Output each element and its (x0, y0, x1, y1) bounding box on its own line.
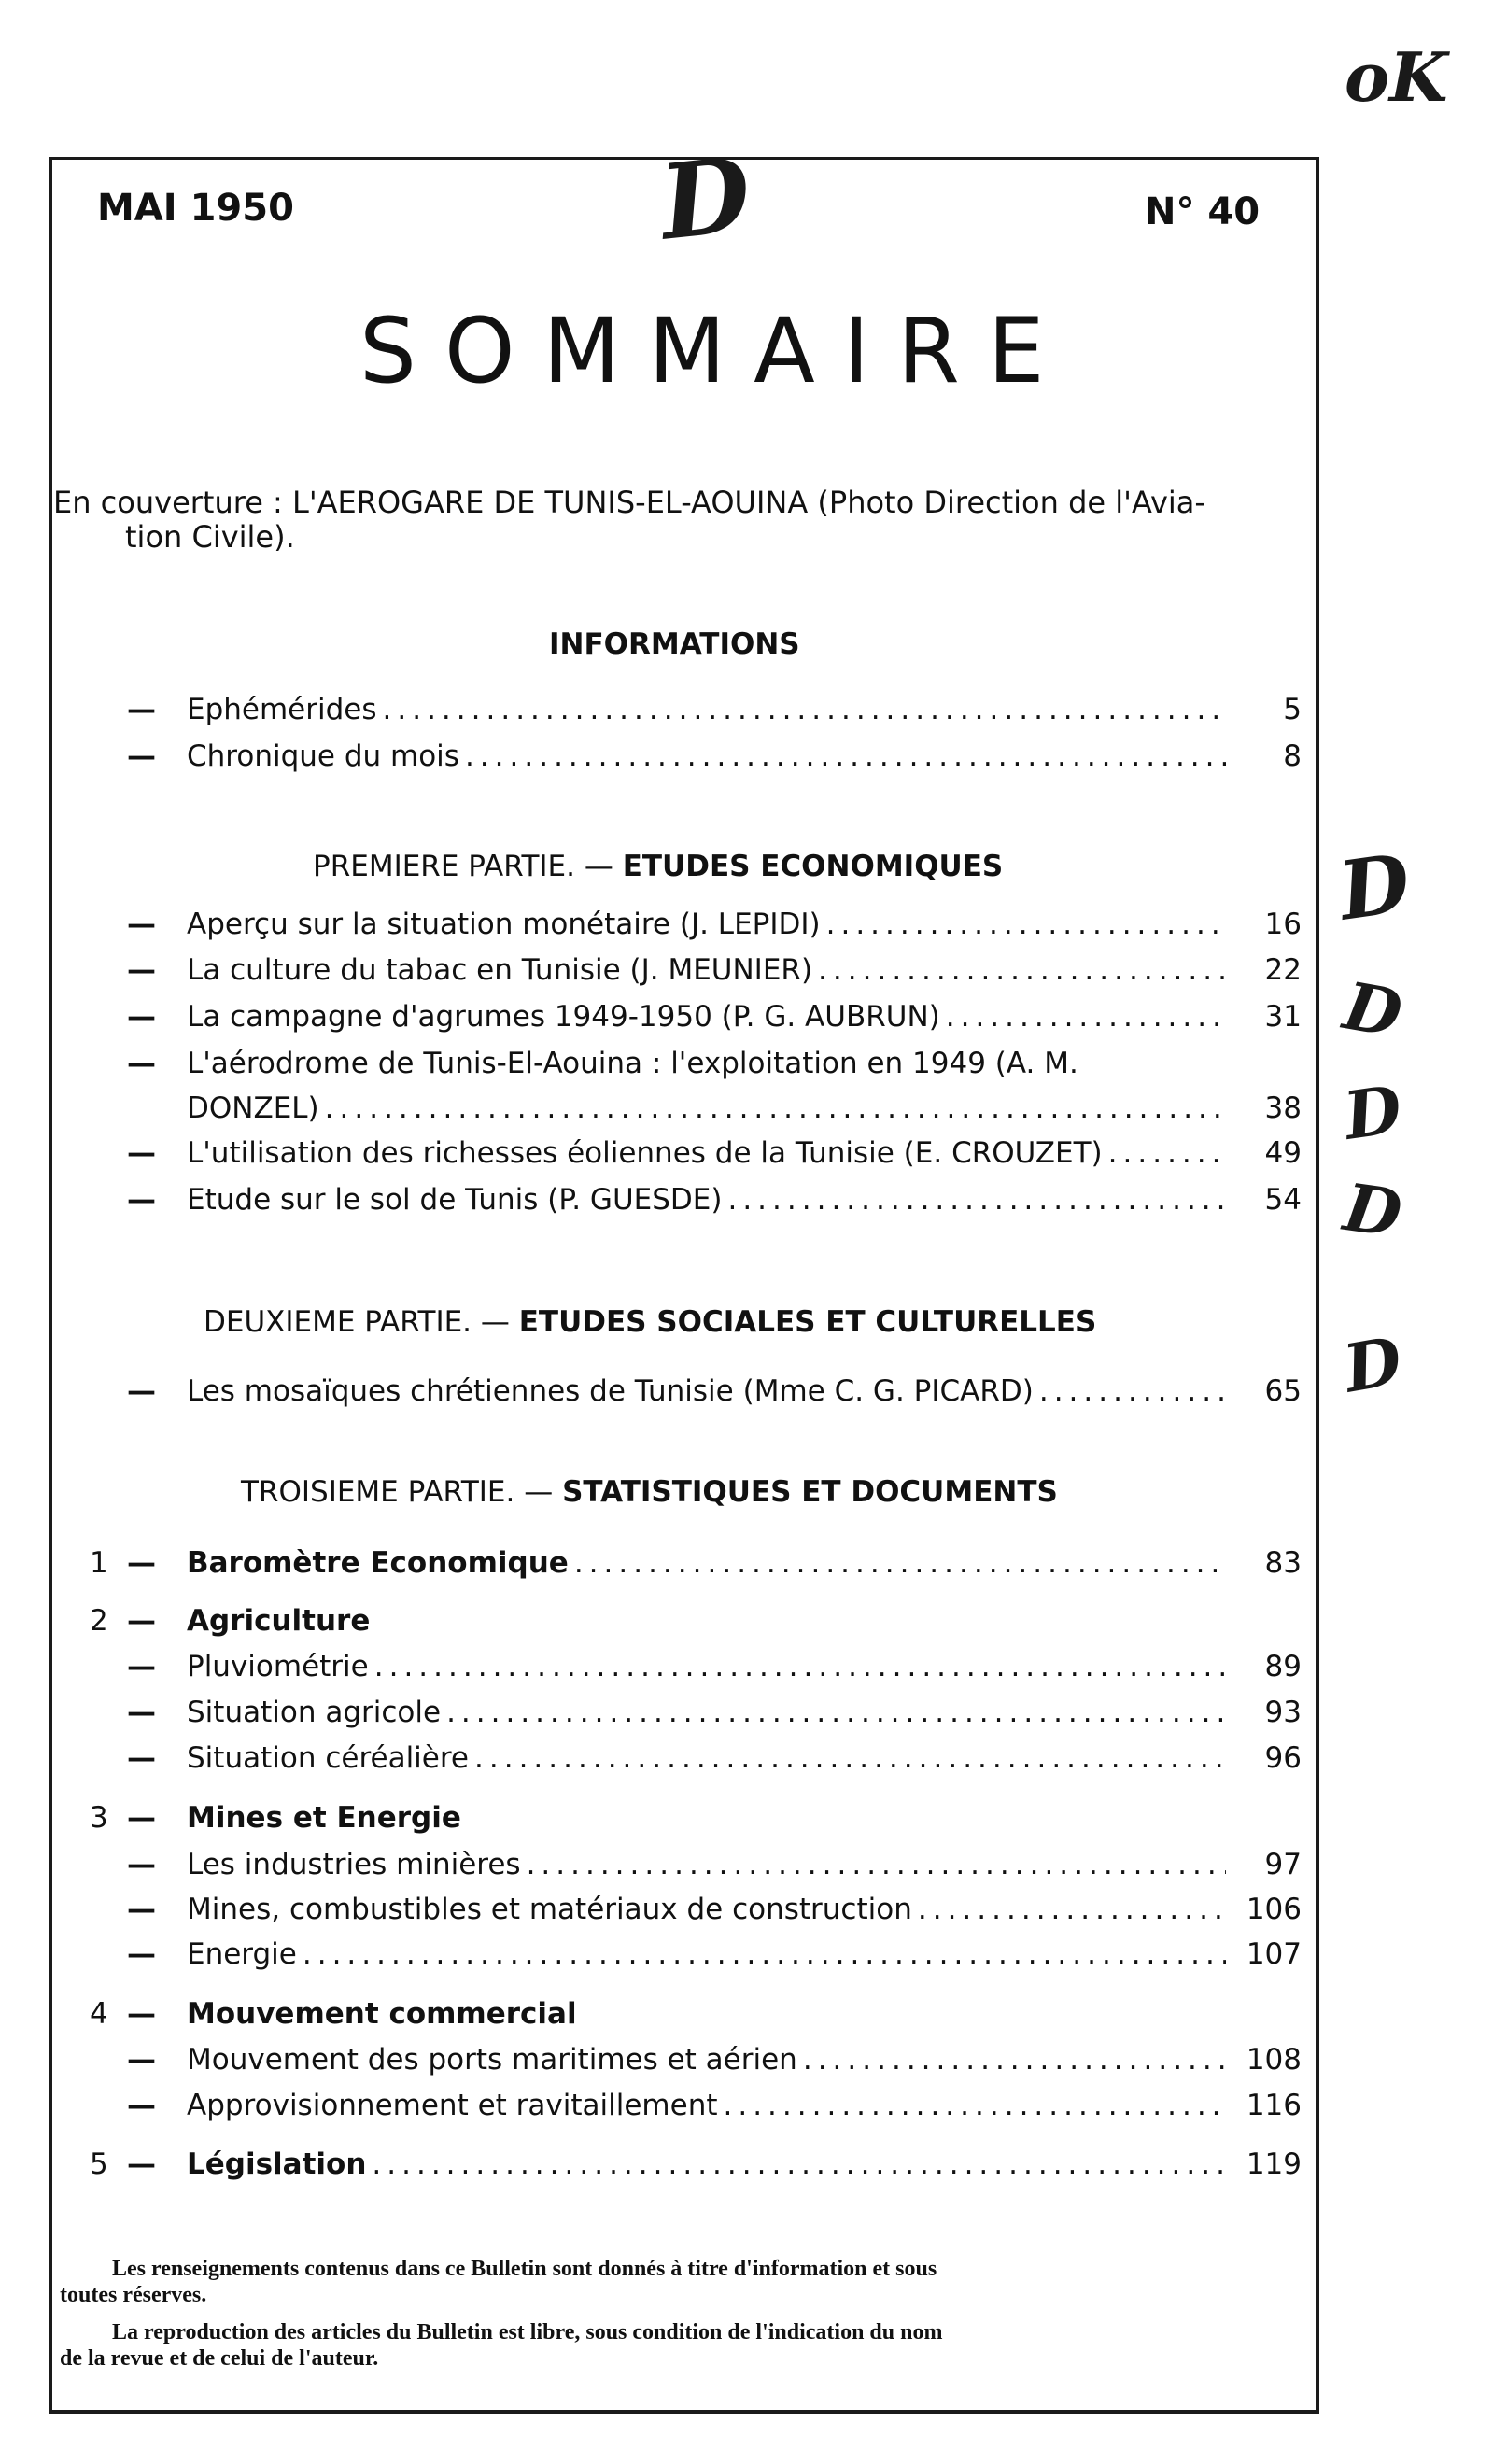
toc-entry-line2[interactable] (0, 1091, 1493, 1131)
cover-caption-line1: En couverture : L'AEROGARE DE TUNIS-EL-AOUINA (Photo Direction de l'Avia- (53, 485, 1205, 520)
entry-dash: — (127, 1546, 156, 1580)
note-line: La reproduction des articles du Bulletin est libre, sous condition de l'indication du nom (112, 2320, 943, 2344)
entry-page: 16 (1264, 908, 1302, 941)
toc-entry[interactable] (0, 953, 1493, 993)
cover-caption-line2: tion Civile). (125, 519, 295, 555)
entry-page: 108 (1246, 2043, 1302, 2077)
part1-heading: ETUDES ECONOMIQUES (622, 850, 1004, 883)
toc-entry[interactable] (0, 1696, 1493, 1735)
entry-title: Ephémérides (187, 693, 377, 726)
entry-dash: — (127, 739, 156, 773)
entry-page: 49 (1264, 1136, 1302, 1170)
entry-dash: — (127, 1047, 156, 1080)
group-title: Législation (187, 2147, 367, 2181)
group-title: Mouvement commercial (187, 1997, 577, 2031)
section-heading-part2 (204, 1305, 1096, 1339)
entry-dash: — (127, 1374, 156, 1408)
section-heading-part1 (313, 850, 1003, 883)
part3-heading: STATISTIQUES ET DOCUMENTS (562, 1475, 1058, 1509)
group-number: 5 (90, 2147, 108, 2181)
entry-page: 83 (1264, 1546, 1302, 1580)
entry-title: Approvisionnement et ravitaillement (187, 2089, 718, 2122)
toc-entry[interactable] (0, 1136, 1493, 1176)
entry-dash: — (127, 693, 156, 726)
part1-prefix: PREMIERE PARTIE. — (313, 850, 613, 883)
entry-title: Etude sur le sol de Tunis (P. GUESDE) (187, 1183, 723, 1217)
toc-entry[interactable] (0, 908, 1493, 947)
side-mark-5: D (1338, 1321, 1408, 1408)
toc-entry[interactable] (0, 1893, 1493, 1932)
ok-handwritten-mark: oK (1345, 37, 1448, 117)
entry-title: La culture du tabac en Tunisie (J. MEUNIER) (187, 953, 813, 987)
side-mark-2: D (1338, 966, 1408, 1053)
entry-page: 116 (1246, 2089, 1302, 2122)
toc-entry[interactable] (0, 1937, 1493, 1977)
entry-dash: — (127, 1136, 156, 1170)
entry-dash: — (127, 1604, 156, 1638)
side-mark-3: D (1339, 1070, 1407, 1155)
entry-page: 65 (1264, 1374, 1302, 1408)
toc-entry[interactable] (0, 2043, 1493, 2082)
entry-dash: — (127, 1741, 156, 1775)
toc-group[interactable] (0, 2147, 1493, 2187)
group-number: 1 (90, 1546, 108, 1580)
entry-page: 22 (1264, 953, 1302, 987)
entry-page: 106 (1246, 1893, 1302, 1926)
entry-dash: — (127, 953, 156, 987)
group-title: Mines et Energie (187, 1801, 461, 1835)
entry-dash: — (127, 1801, 156, 1835)
entry-dash: — (127, 2043, 156, 2077)
group-number: 2 (90, 1604, 108, 1638)
note-line: Les renseignements contenus dans ce Bulletin sont donnés à titre d'information et sous (112, 2257, 937, 2281)
part2-prefix: DEUXIEME PARTIE. — (204, 1305, 510, 1339)
group-number: 3 (90, 1801, 108, 1835)
entry-title: Les industries minières (187, 1848, 521, 1881)
section-heading-part3 (241, 1475, 1058, 1509)
issue-date: MAI 1950 (97, 187, 294, 230)
entry-page: 54 (1264, 1183, 1302, 1217)
part2-heading: ETUDES SOCIALES ET CULTURELLES (518, 1305, 1097, 1339)
entry-title: Pluviométrie (187, 1650, 369, 1683)
toc-entry[interactable] (0, 1000, 1493, 1039)
entry-title-cont: DONZEL) (187, 1091, 319, 1125)
entry-title: L'aérodrome de Tunis-El-Aouina : l'exploitation en 1949 (A. M. (187, 1047, 1078, 1080)
entry-title: Mouvement des ports maritimes et aérien (187, 2043, 797, 2077)
entry-title: Chronique du mois (187, 739, 459, 773)
entry-page: 5 (1283, 693, 1302, 726)
entry-page: 38 (1264, 1091, 1302, 1125)
toc-entry[interactable] (0, 693, 1493, 732)
note-line: de la revue et de celui de l'auteur. (60, 2346, 379, 2371)
toc-entry[interactable] (0, 1374, 1493, 1414)
entry-title: L'utilisation des richesses éoliennes de la Tunisie (E. CROUZET) (187, 1136, 1103, 1170)
toc-entry[interactable] (0, 1848, 1493, 1887)
toc-entry[interactable] (0, 1183, 1493, 1222)
toc-group[interactable] (0, 1997, 1493, 2036)
entry-dash: — (127, 2147, 156, 2181)
toc-group[interactable] (0, 1801, 1493, 1840)
entry-dash: — (127, 1893, 156, 1926)
entry-dash: — (127, 1000, 156, 1034)
entry-title: Aperçu sur la situation monétaire (J. LEPIDI) (187, 908, 821, 941)
part3-prefix: TROISIEME PARTIE. — (241, 1475, 554, 1509)
toc-group[interactable] (0, 1546, 1493, 1585)
entry-page: 8 (1283, 739, 1302, 773)
entry-dash: — (127, 1183, 156, 1217)
toc-entry[interactable] (0, 1650, 1493, 1689)
entry-title: Les mosaïques chrétiennes de Tunisie (Mme C. G. PICARD) (187, 1374, 1034, 1408)
entry-title: La campagne d'agrumes 1949-1950 (P. G. AUBRUN) (187, 1000, 940, 1034)
toc-group[interactable] (0, 1604, 1493, 1643)
entry-dash: — (127, 1650, 156, 1683)
page-title: SOMMAIRE (359, 299, 1073, 403)
entry-page: 97 (1264, 1848, 1302, 1881)
entry-title: Situation agricole (187, 1696, 442, 1729)
entry-dash: — (127, 908, 156, 941)
side-mark-1: D (1333, 836, 1416, 939)
entry-dash: — (127, 1937, 156, 1971)
entry-page: 31 (1264, 1000, 1302, 1034)
entry-title: Mines, combustibles et matériaux de construction (187, 1893, 912, 1926)
note-line: toutes réserves. (60, 2283, 207, 2307)
toc-entry[interactable] (0, 739, 1493, 779)
group-title: Agriculture (187, 1604, 371, 1638)
entry-page: 93 (1264, 1696, 1302, 1729)
entry-dash: — (127, 1997, 156, 2031)
d-handwritten-mark: D (655, 134, 756, 263)
entry-title: Situation céréalière (187, 1741, 470, 1775)
entry-page: 96 (1264, 1741, 1302, 1775)
group-title: Baromètre Economique (187, 1546, 569, 1580)
side-mark-4: D (1339, 1168, 1407, 1253)
toc-entry[interactable] (0, 1741, 1493, 1781)
entry-dash: — (127, 2089, 156, 2122)
entry-page: 119 (1246, 2147, 1302, 2181)
toc-entry[interactable] (0, 2089, 1493, 2128)
entry-title: Energie (187, 1937, 297, 1971)
issue-number: N° 40 (1145, 190, 1261, 233)
section-heading-informations: INFORMATIONS (549, 627, 800, 661)
entry-dash: — (127, 1696, 156, 1729)
entry-page: 107 (1246, 1937, 1302, 1971)
entry-dash: — (127, 1848, 156, 1881)
group-number: 4 (90, 1997, 108, 2031)
entry-page: 89 (1264, 1650, 1302, 1683)
toc-entry-line1[interactable] (0, 1047, 1493, 1086)
